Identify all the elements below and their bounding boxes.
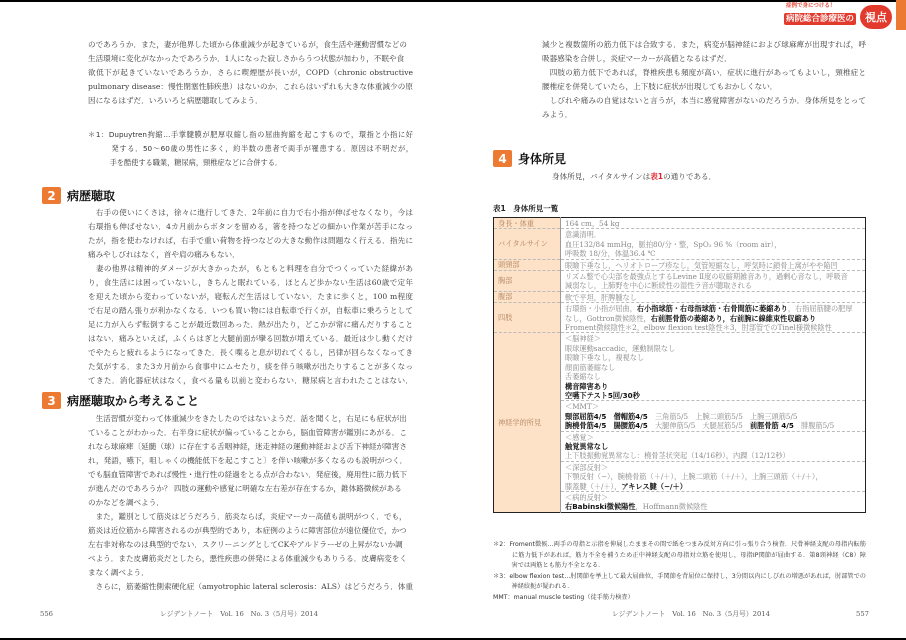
table-row [494,229,866,259]
row-label: 身長・体重 [494,218,561,229]
table-row [494,291,866,302]
positive-finding: 前脛骨筋 4/5 [749,421,794,431]
physical-findings-table [493,217,866,513]
text-line: 吸器感染を合併し，炎症マーカーが高値となるはずだ． [542,54,732,63]
table-title: 表1 身体所見一覧 [493,204,559,213]
finding-text: 膝蓋腱（＋/＋）， [565,481,622,491]
text-line: 四肢の筋力低下であれば，脊椎疾患も頻度が高い．症状に進行があってもよいし，頸椎症と [542,68,866,77]
finding-line [565,382,861,391]
positive-finding: 触覚異常なし [565,441,609,451]
finding-text: 舌萎縮なし [565,372,601,382]
finding-line [565,272,861,281]
finding-text: 上下肢振動覚異常なし：橈骨茎状突起（14/16秒），内踝（12/12秒） [565,451,790,461]
finding-text: 血圧132/84 mmHg，脈拍80/分・整，SpO₂ 96 %（room air）， [565,239,782,249]
finding-text: 顔面筋萎縮なし [565,362,616,372]
section-title: 病歴聴取から考えること [67,394,200,408]
text-line: 生活習慣が変わって体重減少をきたしたのではないようだ．話を聞くと，右足にも症状が出 [88,414,407,423]
text-line: に筋力低下があれば，筋力不全を補うため正中神経支配の母指対立筋を使用し，母指IP関節が屈曲する．第8頸神経（C8）障 [493,551,866,559]
finding-text: 眼球運動saccadic，運動制限なし [565,343,676,353]
text-line: みよう． [542,110,573,119]
text-line: 害では両筋とも筋力不全となる． [493,562,605,569]
text-line: 欲低下が起きていないであろうか．さらに喫煙歴が長いが，COPD（chronic obstructive [88,68,413,77]
positive-finding: 右小指球筋・右母指球筋・右骨間筋に萎縮あり [636,304,788,314]
finding-text: 呼吸数 18/分，体温36.4 ℃ [565,249,656,259]
row-label: 胸部 [494,271,561,292]
text-line: 痛みやしびれはなく，首や肩の痛みもない． [88,250,240,259]
text-line: MMT：manual muscle testing（徒手筋力検査） [493,593,634,601]
text-line: たが，指を使わなければ，右手で重い荷物を持つなどの大きな動作は問題なく行える．指先に [88,236,413,245]
finding-text: リズム整で心尖部を最強点とするLevine Ⅱ度の収縮期雑音あり，過剰心音なし，呼吸音 [565,272,848,282]
finding-line [565,421,861,430]
section-number: 4 [493,150,512,167]
finding-line [565,230,861,239]
row-value [561,259,866,270]
section-2-text [88,206,413,388]
row-label: 頭頸部 [494,259,561,270]
positive-finding: アキレス腱（−/＋） [621,481,687,491]
text-line: 左右非対称なのは典型的でない．スクリーニングとしてCKやアルドラーゼの上昇がないか調 [88,540,403,549]
finding-text: 減弱なし，上肺野を中心に断続性の湿性ラ音が聴取される [565,281,752,291]
text-line: まなく調べよう． [88,568,149,577]
top-border [0,0,906,2]
text-line: でやたらと疲れるようになってきた．長く喋ると息が切れてくるし，呂律が回らなくなってき [88,348,413,357]
finding-text: 意識清明． [565,230,601,240]
text-line: pulmonary disease：慢性閉塞性肺疾患）はないのか．これらはいずれも大きな体重減少の原 [88,82,413,91]
finding-line [565,391,861,400]
finding-text: 軟で平坦，肝脾腫なし [565,292,637,302]
finding-line [565,314,861,323]
finding-line [565,363,861,372]
finding-line [565,463,861,472]
finding-line [565,219,861,228]
finding-line [565,433,861,442]
text-line: れ，発語，嚥下，咀しゃくの機能低下を起こすこと〕を伴い咳嗽が多くなるのも説明がつく． [88,456,408,465]
text-line: り，食生活には困っていないし，きちんと眠れている．ほとんど歩かない生活は60歳で定年 [88,278,413,287]
finding-line [565,281,861,290]
section-2-heading [42,187,115,204]
text-line: 腰椎症を併発していたら，上下肢に症状が出現してもおかしくない． [542,82,778,91]
journal-footer-left: レジデントノート Vol. 16 No. 3（5月号）2014 [160,610,318,618]
text-line: 生活環境に変化がなかったであろうか．1人になった寂しさからうつ状態が加わり，不眠や食 [88,54,405,63]
row-value [561,291,866,302]
text-line: でも脳血管障害であれば慢性・進行性の経過をとる点が合わない．発症後，廃用性に筋力低下 [88,470,407,479]
text-line: また，鑑別として筋炎はどうだろう．筋炎ならば，炎症マーカー高値も説明がつく．でも， [88,512,407,521]
finding-text: 眼瞼下垂なし，ヘリオトロープ疹なし，気管短縮なし，呼気時に鎖骨上窩がやや陥凹 [565,260,838,270]
footnote-1 [88,128,413,170]
positive-finding: 腕橈骨筋4/5 腸腰筋4/5 [565,421,648,431]
finding-text: ＜脳神経＞ [565,334,601,344]
finding-line [565,372,861,381]
finding-line [565,334,861,343]
finding-line [565,240,861,249]
finding-block [561,401,865,431]
table-row [494,333,866,512]
text-line: ＊1：Dupuytren拘縮…手掌腱膜が肥厚収縮し指の屈曲拘縮を起こすもので，環指と小指に好 [88,130,413,139]
finding-line [565,293,861,302]
text-line: 筋炎は近位筋から障害されるのが典型的であり，本症例のように障害部位が遠位優位で，かつ [88,526,407,535]
finding-text: ，Hoffmann徴候陰性 [635,502,708,512]
row-label: 四肢 [494,303,561,333]
text-line: さらに，筋萎縮性側索硬化症（amyotrophic lateral sclerosis：ALS）はどうだろう．体重 [88,582,413,591]
row-label: バイタルサイン [494,229,561,259]
finding-block [561,492,865,512]
text-line: てきた．消化器症状はなく，食べる量も以前と変わらない．糖尿病と言われたことはない． [88,376,413,385]
text-line: で右足の踏ん張りが利かなくなる．いつも買い物には自転車で行くが，自転車に乗ろうとして [88,306,413,315]
table-footnotes [493,540,866,603]
finding-block [561,462,865,492]
text-line: 手を酷使する職業，糖尿病，頸椎症などに合併する． [88,158,283,167]
finding-block [561,303,865,332]
finding-line [565,402,861,411]
left-intro-text [88,38,413,108]
text-line: のかなどを調べよう． [88,498,164,507]
text-line: のであろうか．また，妻が他界した頃から体重減少が起きているが，食生活や運動習慣などの [88,40,407,49]
finding-line [565,493,861,502]
finding-block [561,229,865,258]
finding-text: ＜深部反射＞ [565,462,609,472]
row-value [561,333,866,512]
page-number-right: 557 [856,610,869,618]
section-title: 病歴聴取 [67,189,116,203]
finding-text: 164 cm，54 kg [565,219,620,228]
text-line: しびれや痛みの自覚はないと言うが，本当に感覚障害がないのだろうか．身体所見をとって [542,96,866,105]
finding-line [565,353,861,362]
logo-subtitle: 症例で身につける！ [786,3,836,9]
finding-text: なし，Gottron徴候陰性， [565,313,651,323]
row-value [561,218,866,229]
finding-text: 腓腹筋5/5 [793,421,835,431]
table-reference-link[interactable]: 表1 [650,172,664,181]
text-line: 右環指も伸ばせない．4カ月前からボタンを留める，箸を持つなどの細かい作業が苦手になっ [88,222,413,231]
finding-text: Froment徴候陰性＊2，elbow flexion test陰性＊3，肘部管でのTinel様徴候陰性 [565,323,832,333]
finding-line [565,412,861,421]
section-number: 3 [42,392,61,409]
table-row [494,303,866,333]
finding-line [565,249,861,258]
row-label: 神経学的所見 [494,333,561,512]
positive-finding: 右Babinski徴候陽性 [565,502,636,512]
text-line: を迎えた頃から変わっていないが，寝転んだ生活はしていない．たまに歩くと，100 m程度 [88,292,413,301]
finding-text: 下顎反射（−），腕橈骨筋（＋/＋），上腕二頭筋（＋/＋），上腕三頭筋（＋/＋）， [565,472,823,482]
logo-circle: 視点 [860,5,892,29]
finding-block [561,432,865,462]
text-line: 妻の他界は精神的ダメージが大きかったが，もともと料理を自分でつくっていた経緯があ [88,264,413,273]
text-line: 減少と複数箇所の筋力低下は合致する．また，病変が脳神経におよび球麻痺が出現すれば，呼 [542,40,866,49]
finding-line [565,482,861,491]
finding-text: ＜病的反射＞ [565,492,609,502]
table-row [494,218,866,229]
positive-finding: 空嚥下テスト5回/30秒 [565,390,640,400]
series-logo [780,3,894,31]
table-row [494,271,866,292]
section-4-intro [552,170,852,184]
text-line: た気がする．また3カ月前から食事中にムセたり，痰を伴う咳嗽が出たりすることが多くなっ [88,362,413,371]
finding-text: ＜感覚＞ [565,432,594,442]
finding-block [561,292,865,302]
positive-finding: 右前脛骨筋の萎縮あり，右前腕に線維束性収縮あり [650,313,817,323]
finding-block [561,271,865,291]
intro-text: 身体所見，バイタルサインは [552,172,651,181]
finding-line [565,323,861,332]
logo-title: 病院総合診療医の [786,14,855,24]
positive-finding: 頸部屈筋4/5 僧帽筋4/5 [565,411,648,421]
row-value [561,271,866,292]
finding-block [561,333,865,401]
text-line: れなら球麻痺〔延髄（球）に存在する舌咽神経，迷走神経の運動神経および舌下神経が障害さ [88,442,407,451]
finding-text: ，右指屈筋腱の肥厚 [787,304,853,314]
text-line: ＊2：Froment徴候…両手の母指と示指を伸展したままその間で紙をつまみ反対方向に引っ張り合う検査．尺骨神経支配の母指内転筋 [493,541,866,548]
section-4-heading [493,150,566,167]
finding-text: 大腿伸筋5/5 大腿屈筋5/5 [647,421,750,431]
section-number: 2 [42,187,61,204]
text-line: ＊3：elbow flexion test…肘関節を挙上して最大屈曲位，手関節を背屈位に保持し，3分間以内にしびれの増悪があれば，肘部管での [493,572,866,580]
section-3-text [88,412,413,594]
text-line: 神経絞扼が疑われる． [493,583,574,590]
finding-line [565,451,861,460]
table-row [494,259,866,270]
finding-line [565,472,861,481]
positive-finding: 構音障害あり [565,381,609,391]
row-label: 腹部 [494,291,561,302]
journal-footer-right: レジデントノート Vol. 16 No. 3（5月号）2014 [612,610,770,618]
text-line: 足に力が入らず転倒することが最近数回あった．熱が出たり，どこかが常に痛んだりすること [88,320,413,329]
finding-text: 眼瞼下垂なし，複視なし [565,353,645,363]
text-line: 因になるはずだ．いろいろと病歴聴取してみよう． [88,96,263,105]
finding-block [561,260,865,270]
page-number-left: 556 [40,610,53,618]
finding-line [565,344,861,353]
finding-line [565,442,861,451]
finding-line [565,304,861,313]
section-3-heading [42,392,199,409]
text-line: ていることがわかった．右半身に症状が偏っていることから，脳血管障害が鑑別にあがる．こ [88,428,407,437]
text-line: はない．痛みといえば，ふくらはぎと大腿前面が攣る回数が増えている．最近は少し動くだけ [88,334,413,343]
right-intro-text [542,38,866,122]
finding-line [565,261,861,270]
section-title: 身体所見 [518,152,567,166]
finding-block [561,218,865,228]
text-line: 右手の使いにくさは，徐々に進行してきた．2年前に自力で右小指が伸ばせなくなり，今は [88,208,413,217]
text-line: べよう．また皮膚筋炎だとしたら，悪性疾患の併発による体重減少もありうる．皮膚病変をく [88,554,407,563]
finding-text: 右環指・小指が屈曲， [565,304,637,314]
finding-text: ＜MMT＞ [565,402,599,412]
row-value [561,229,866,259]
text-line: 発する．50〜60歳の男性に多く，約半数の患者で両手が罹患する．原因は不明だが， [88,144,413,153]
row-value [561,303,866,333]
text-line: が進んだのであろうか？ 四肢の運動や感覚に明確な左右差が存在するか，錐体路徴候がある [88,484,402,493]
intro-text: の通りである． [663,172,717,181]
page-edge-tab [896,0,906,30]
finding-line [565,502,861,511]
finding-text: 三角筋5/5 上腕二頭筋5/5 上腕三頭筋5/5 [647,411,798,421]
